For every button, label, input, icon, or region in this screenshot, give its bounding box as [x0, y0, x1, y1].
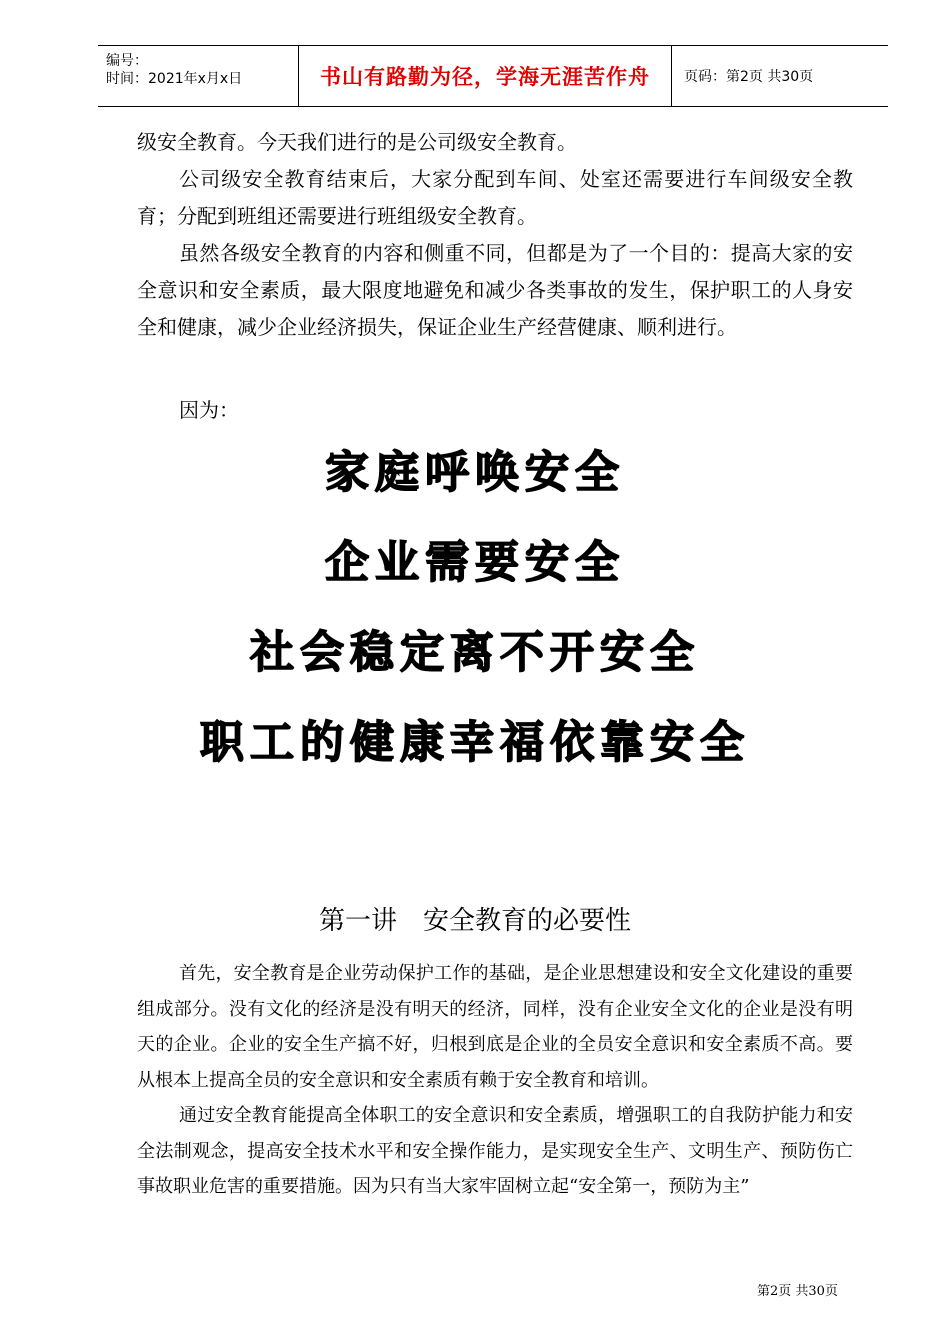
paragraph-1: 级安全教育。今天我们进行的是公司级安全教育。: [137, 130, 577, 154]
doc-time-label: 时间：2021年x月x日: [106, 71, 243, 87]
paragraph-3: 虽然各级安全教育的内容和侧重不同，但都是为了一个目的：提高大家的安全意识和安全素质，最大限度地避免和减少各类事故的发生，保护职工的人身安全和健康，减少企业经济损失，保证企业生产经营健康、顺利进行。: [137, 241, 853, 339]
slogan-enterprise: 企业需要安全: [325, 537, 625, 588]
section-paragraph-1: 首先，安全教育是企业劳动保护工作的基础，是企业思想建设和安全文化建设的重要组成部分。没有文化的经济是没有明天的经济，同样，没有企业安全文化的企业是没有明天的企业。企业的安全生产搞不好，归根到底是企业的全员安全意识和安全素质不高。要从根本上提高全员的安全意识和安全素质有赖于安全教育和培训。: [137, 963, 853, 1091]
header-motto: 书山有路勤为径，学海无涯苦作舟: [299, 46, 672, 106]
doc-number-label: 编号：: [106, 53, 148, 69]
slogan-society: 社会稳定离不开安全: [250, 627, 700, 678]
paragraph-4: 因为：: [179, 398, 239, 422]
page-header: [98, 45, 888, 107]
paragraph-2: 公司级安全教育结束后，大家分配到车间、处室还需要进行车间级安全教育；分配到班组还需要进行班组级安全教育。: [137, 167, 853, 228]
header-meta: [98, 46, 299, 106]
section-heading: 第一讲 安全教育的必要性: [318, 906, 631, 936]
header-page-label: 页码：第2页 共30页: [684, 69, 814, 85]
slogan-family: 家庭呼唤安全: [325, 447, 625, 498]
slogan-workers: 职工的健康幸福依靠安全: [200, 717, 750, 768]
section-paragraph-2: 通过安全教育能提高全体职工的安全意识和安全素质，增强职工的自我防护能力和安全法制观念，提高安全技术水平和安全操作能力，是实现安全生产、文明生产、预防伤亡事故职业危害的重要措施。因为只有当大家牢固树立起“安全第一，预防为主”: [137, 1105, 853, 1197]
page-footer: 第2页 共30页: [757, 1284, 838, 1299]
